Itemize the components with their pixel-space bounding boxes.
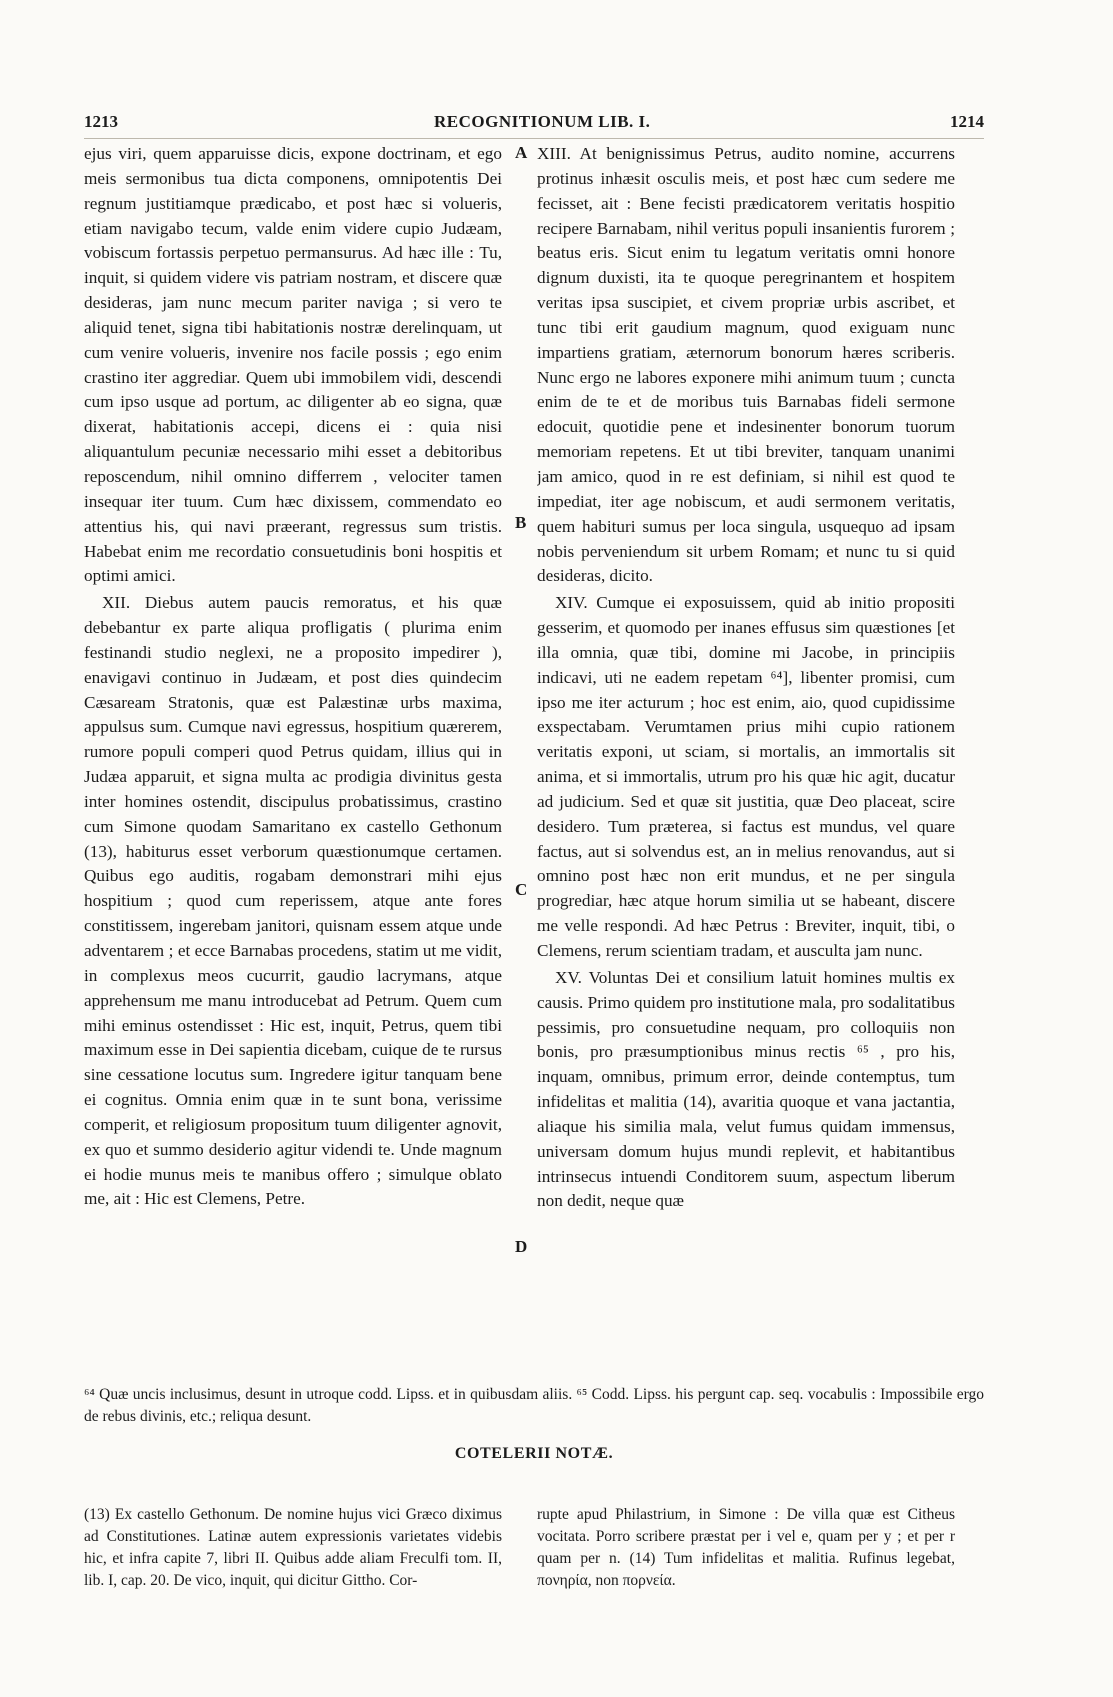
paragraph-left-2: XII. Diebus autem paucis remoratus, et his quæ debebantur ex parte aliqua profligatis ( plurima enim festinandi studio neglexi, ne a proposito impedirer ), enavigavi continuo in Judæam, et post dies quindecim Cæsaream Stratonis, quæ est Palæstinæ urbs maxima, appulsus sum. Cumque navi egressus, hospitium quærerem, rumore populi comperi quod Petrus quidam, illius qui in Judæa apparuit, et signa multa ac prodigia divinitus gesta inter homines ostendit, discipulus probatissimus, crastino cum Simone quodam Samaritano ex castello Gethonum (13), habiturus esset verborum quæstionumque certamen. Quibus ego auditis, rogabam demonstrari mihi ejus hospitium ; quod cum reperissem, atque ante fores constitissem, ingerebam janitori, quisnam essem atque unde adventarem ; et ecce Barnabas procedens, statim ut me vidit, in complexus meos cucurrit, gaudio lacrymans, atque apprehensum me manu introducebat ad Petrum. Quem cum mihi eminus ostendisset : Hic est, inquit, Petrus, quem tibi maximum esse in Dei sapientia dicebam, cuique de te rursus sine cessatione locutus sum. Ingredere igitur tanquam bene ei cognitus. Omnia enim quæ in te sunt bona, verissime comperit, et religiosum propositum tuum diligenter agnovit, ex quo et summo desiderio agitur videndi te. Unde magnum ei hodie munus meis te manibus offero ; simulque oblato me, ait : Hic est Clemens, Petre.: [84, 593, 502, 1209]
margin-marker-a: A: [515, 143, 528, 162]
margin-marker-c: C: [515, 880, 528, 899]
margin-marker-b: B: [515, 513, 527, 532]
footnote: ⁶⁴ Quæ uncis inclusimus, desunt in utroque codd. Lipss. et in quibusdam aliis. ⁶⁵ Codd. Lipss. his pergunt cap. seq. vocabulis : Impossibile ergo de rebus divinis, etc.; reliqua desunt.: [84, 1386, 984, 1425]
right-column: [537, 142, 955, 1364]
running-title: RECOGNITIONUM LIB. I.: [434, 112, 651, 131]
note-right-text: rupte apud Philastrium, in Simone : De villa quæ est Citheus vocitata. Porro scribere præstat per i vel e, quam per y ; et per r quam per n. (14) Tum infidelitas et malitia. Rufinus legebat, πονηρία, non πορνεία.: [537, 1506, 955, 1589]
notes-left-column: [84, 1504, 502, 1592]
paragraph-right-3: XV. Voluntas Dei et consilium latuit homines multis ex causis. Primo quidem pro institutione mala, pro sodalitatibus pessimis, pro consuetudine nequam, pro colloquiis non bonis, pro præsumptionibus minus rectis ⁶⁵ , pro his, inquam, omnibus, primum error, deinde contemptus, tum infidelitas et malitia (14), avaritia quoque et vana jactantia, aliaque his similia mala, velut fumus quidam immensus, universam domum hujus mundi replevit, et habitantibus intrinsecus intuendi Conditorem suum, aspectum liberum non dedit, neque quæ: [537, 967, 955, 1211]
note-left-text: (13) Ex castello Gethonum. De nomine hujus vici Græco diximus ad Constitutiones. Latinæ autem expressionis varietates videbis hic, et infra capite 7, libri II. Quibus adde aliam Freculfi tom. II, lib. I, cap. 20. De vico, inquit, qui dicitur Gittho. Cor-: [84, 1506, 502, 1589]
notes-title: COTELERII NOTÆ.: [454, 1445, 614, 1462]
notes-right-column: [537, 1504, 955, 1592]
paragraph-right-2: XIV. Cumque ei exposuissem, quid ab initio propositi gesserim, et quomodo per inanes effusus sim quæstiones [et illa omnia, quæ tibi, domine mi Jacobe, in principiis indicavi, uti ne eadem repetam ⁶⁴], libenter promisi, cum ipso me iter acturum ; hoc est enim, aio, quod cupidissime exspectabam. Verumtamen prius mihi cupio rationem veritatis exponi, ut sciam, si mortalis, an immortalis sit anima, et si immortalis, utrum pro his quæ hic agit, ducatur ad judicium. Sed et quæ sit justitia, quæ Deo placeat, scire desidero. Tum præterea, si factus est mundus, vel quare factus, aut si solvendus est, an in melius renovandus, aut si omnino post hæc non erit mundus, et ne per singula progrediar, hæc atque horum similia ut se habeant, discere me velle respondi. Ad hæc Petrus : Breviter, inquit, tibi, o Clemens, rerum scientiam tradam, et ausculta jam nunc.: [537, 593, 955, 960]
page-number-right: 1214: [950, 112, 984, 131]
running-header: [84, 108, 984, 136]
header-rule: [84, 138, 984, 139]
left-column: [84, 142, 502, 1364]
paragraph-left-1: ejus viri, quem apparuisse dicis, expone doctrinam, et ego meis sermonibus tua dicta componens, omnipotentis Dei regnum justitiamque prædicabo, et post hæc si volueris, etiam navigabo tecum, valde enim videre cupio Judæam, vobiscum fortassis perpetuo permansurus. Ad hæc ille : Tu, inquit, si quidem videre vis patriam nostram, et discere quæ desideras, jam nunc mecum pariter naviga ; si vero te aliquid tenet, signa tibi habitationis nostræ derelinquam, ut cum venire volueris, invenire nos facile possis ; ego enim crastino iter aggrediar. Quem ubi immobilem vidi, descendi cum ipso usque ad portum, ac diligenter ab eo signa, quæ dixerat, habitationis accepi, dicens ei : quia nisi aliquantulum pecuniæ necessario mihi esset a debitoribus reposcendum, nihil omnino differrem , velociter tamen insequar iter tuum. Cum hæc dixissem, commendato eo attentius his, qui navi præerant, regressus sum tristis. Habebat enim me recordatio consuetudinis boni hospitis et optimi amici.: [84, 144, 502, 586]
paragraph-right-1: XIII. At benignissimus Petrus, audito nomine, accurrens protinus inhæsit osculis meis, et post hæc cum sedere me fecisset, ait : Bene fecisti prædicatorem veritatis hospitio recipere Barnabam, nihil veritus populi insanientis furorem ; beatus eris. Sicut enim tu legatum veritatis omni honore dignum duxisti, ita te quoque peregrinantem et hospitem veritas ipsa suscipiet, et civem propriæ urbis ascribet, et tunc tibi erit gaudium magnum, quod exiguam nunc impartiens gratiam, æternorum bonorum hæres scriberis. Nunc ergo ne labores exponere mihi animum tuum ; cuncta enim de te et de moribus tuis Barnabas fideli sermone edocuit, quotidie pene et indesinenter bonorum tuorum memoriam repetens. Et ut tibi breviter, tanquam unanimi jam amico, quod in re est definiam, si nihil est quod te impediat, iter age nobiscum, et audi sermonem veritatis, quem habituri sumus per loca singula, usquequo ad ipsam nobis perveniendum sit urbem Romam; et nunc tu si quid desideras, dicito.: [537, 144, 955, 586]
page-number-left: 1213: [84, 112, 118, 131]
margin-marker-d: D: [515, 1237, 528, 1256]
